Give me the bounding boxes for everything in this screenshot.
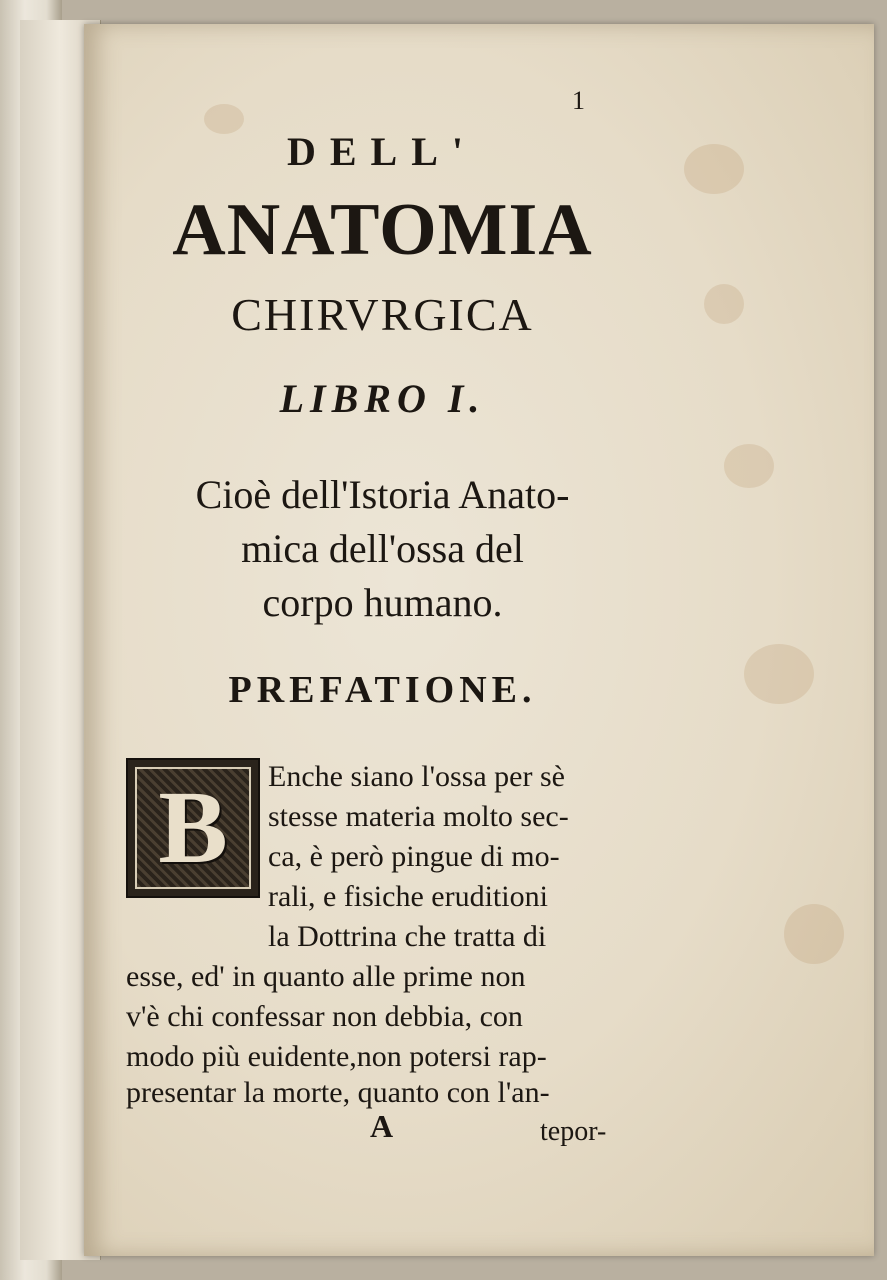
foxing-stain	[704, 284, 744, 324]
body-line: rali, e fisiche eruditioni	[268, 880, 548, 913]
catchword: tepor-	[540, 1116, 607, 1147]
section-heading: PREFATIONE.	[228, 669, 537, 711]
initial-ornament	[135, 767, 251, 889]
page-number: 1	[572, 86, 585, 115]
title-line-dell: DELL'	[286, 129, 478, 174]
title-line-chirurgica: CHIRVRGICA	[231, 289, 534, 340]
body-line: Enche siano l'ossa per sè	[268, 760, 565, 793]
body-line: ca, è però pingue di mo-	[268, 840, 560, 873]
foxing-stain	[784, 904, 844, 964]
subtitle-line: Cioè dell'Istoria Anato-	[195, 472, 570, 517]
initial-letter: B	[158, 770, 228, 885]
title-line-anatomia: ANATOMIA	[172, 189, 593, 271]
signature-mark: A	[370, 1108, 394, 1144]
title-line-libro: LIBRO I.	[279, 376, 486, 421]
subtitle-line: corpo humano.	[262, 580, 503, 625]
body-line: la Dottrina che tratta di	[268, 920, 547, 953]
body-line: modo più euidente,non potersi rap-	[126, 1040, 547, 1073]
decorated-initial	[126, 758, 260, 898]
body-line: v'è chi confessar non debbia, con	[126, 1000, 523, 1033]
foxing-stain	[684, 144, 744, 194]
subtitle-line: mica dell'ossa del	[241, 526, 524, 571]
body-line: esse, ed' in quanto alle prime non	[126, 960, 526, 993]
foxing-stain	[744, 644, 814, 704]
subtitle	[120, 468, 645, 630]
body-line: presentar la morte, quanto con l'an-	[126, 1076, 550, 1109]
foxing-stain	[724, 444, 774, 488]
body-line: stesse materia molto sec-	[268, 800, 569, 833]
